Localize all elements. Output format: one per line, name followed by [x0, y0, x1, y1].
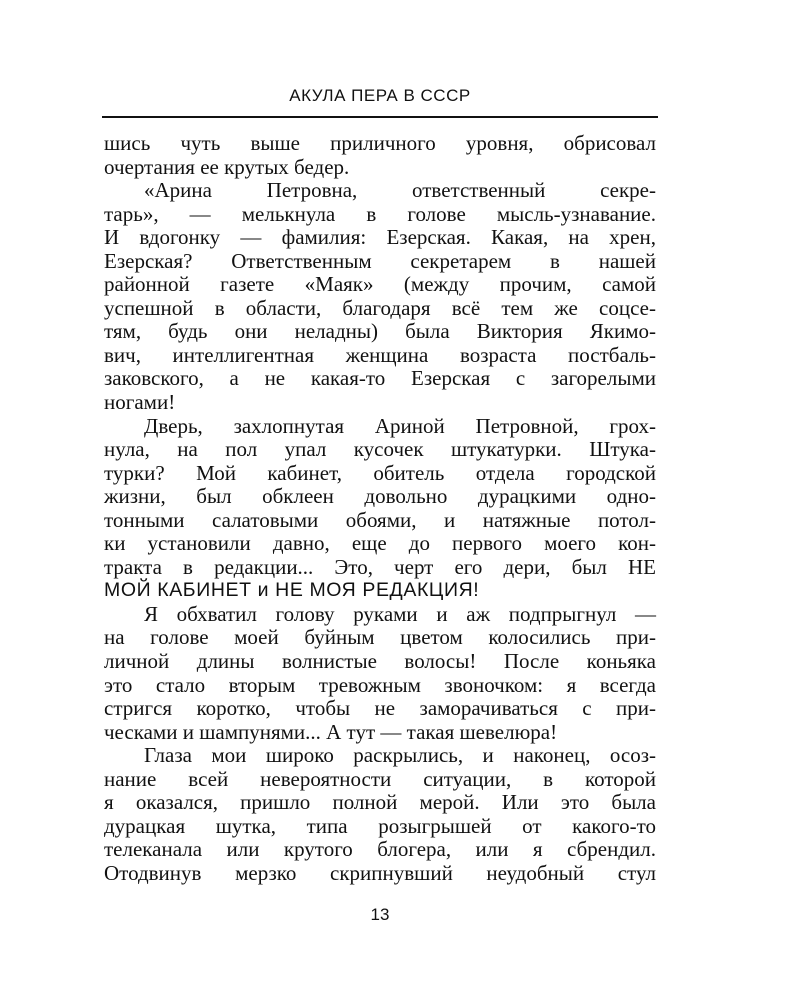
text-line: Я обхватил голову руками и аж подпрыгнул —: [144, 601, 656, 626]
header-rule: [102, 116, 658, 118]
text-line: Глаза мои широко раскрылись, и наконец, осоз-: [144, 743, 656, 768]
text-line: это стало вторым тревожным звоночком: я всегда: [104, 672, 656, 697]
text-line: тарь», — мелькнула в голове мысль-узнавание.: [104, 201, 656, 226]
text-line: «Арина Петровна, ответственный секре-: [144, 178, 656, 203]
text-line: телеканала или крутого блогера, или я сбрендил.: [104, 837, 656, 862]
text-line: ки установили давно, еще до первого моего кон-: [104, 531, 656, 556]
text-line: дурацкая шутка, типа розыгрышей от какого-то: [104, 813, 656, 838]
text-line: нание всей невероятности ситуации, в которой: [104, 766, 656, 791]
text-line: МОЙ КАБИНЕТ и НЕ МОЯ РЕДАКЦИЯ!: [104, 579, 480, 602]
page-number: 13: [370, 905, 390, 924]
text-line: заковского, а не какая-то Езерская с загорелыми: [104, 366, 656, 391]
text-line: Дверь, захлопнутая Ариной Петровной, грох-: [144, 413, 656, 438]
running-title: АКУЛА ПЕРА В СССР: [289, 86, 471, 105]
body-text: [104, 132, 656, 886]
text-line: ческами и шампунями... А тут — такая шевелюра!: [104, 719, 558, 744]
text-line: я оказался, пришло полной мерой. Или это была: [104, 790, 656, 815]
text-line: шись чуть выше приличного уровня, обрисовал: [104, 131, 656, 155]
text-line: жизни, был обклеен довольно дурацкими одно-: [104, 484, 656, 509]
text-line: нула, на пол упал кусочек штукатурки. Штука-: [104, 437, 656, 462]
text-line: районной газете «Маяк» (между прочим, самой: [104, 272, 656, 297]
text-line: личной длины волнистые волосы! После коньяка: [104, 649, 656, 674]
text-line: тонными салатовыми обоями, и натяжные потол-: [104, 507, 656, 532]
text-line: Отодвинув мерзко скрипнувший неудобный стул: [104, 860, 656, 885]
text-line: Езерская? Ответственным секретарем в нашей: [104, 248, 656, 273]
text-line: очертания ее крутых бедер.: [104, 154, 350, 179]
text-line: ногами!: [104, 390, 176, 415]
text-line: тракта в редакции... Это, черт его дери, был НЕ: [104, 554, 656, 579]
text-line: вич, интеллигентная женщина возраста постбаль-: [104, 342, 656, 367]
text-line: турки? Мой кабинет, обитель отдела городской: [104, 460, 656, 485]
text-line: тям, будь они неладны) была Виктория Якимо-: [104, 319, 656, 344]
text-line: стригся коротко, чтобы не заморачиваться с при-: [104, 696, 656, 721]
text-line: И вдогонку — фамилия: Езерская. Какая, на хрен,: [104, 225, 656, 250]
text-line: на голове моей буйным цветом колосились при-: [104, 625, 656, 650]
text-line: успешной в области, благодаря всё тем же соцсе-: [104, 295, 656, 320]
